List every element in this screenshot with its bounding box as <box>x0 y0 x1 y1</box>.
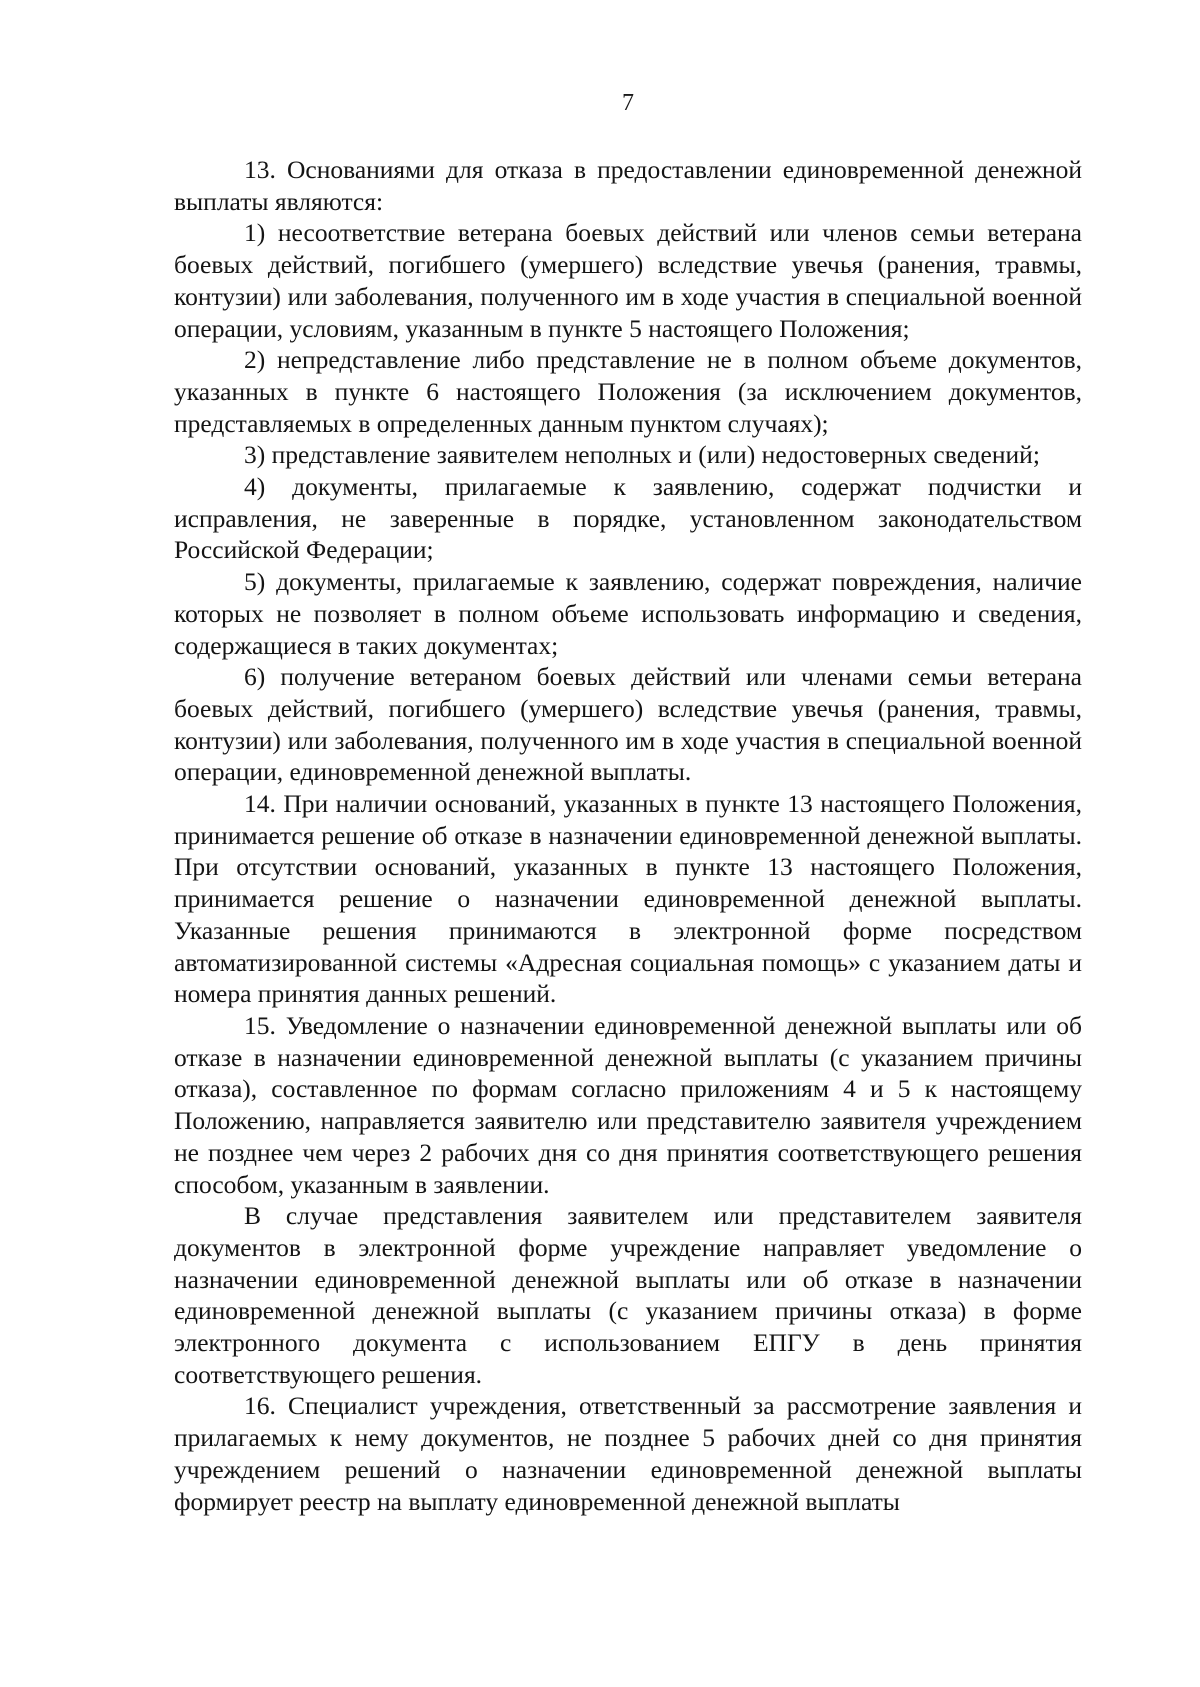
paragraph-13-item-2: 2) непредставление либо представление не в полном объеме документов, указанных в пункте 6 настоящего Положения (за исключением документов, представляемых в определенных данным пунктом случаях); <box>174 345 1082 438</box>
paragraph-13-item-1: 1) несоответствие ветерана боевых действий или членов семьи ветерана боевых действий, погибшего (умершего) вследствие увечья (ранения, травмы, контузии) или заболевания, полученного им в ходе участия в специальной военной операции, условиям, указанным в пункте 5 настоящего Положения; <box>174 218 1082 343</box>
paragraph-15-electronic: В случае представления заявителем или представителем заявителя документов в электронной форме учреждение направляет уведомление о назначении единовременной денежной выплаты или об отказе в назначении единовременной денежной выплаты (с указанием причины отказа) в форме электронного документа с использованием ЕПГУ в день принятия соответствующего решения. <box>174 1201 1082 1389</box>
paragraph-13-item-5: 5) документы, прилагаемые к заявлению, содержат повреждения, наличие которых не позволяет в полном объеме использовать информацию и сведения, содержащиеся в таких документах; <box>174 567 1082 660</box>
paragraph-14: 14. При наличии оснований, указанных в пункте 13 настоящего Положения, принимается решение об отказе в назначении единовременной денежной выплаты. При отсутствии оснований, указанных в пункте 13 настоящего Положения, принимается решение о назначении единовременной денежной выплаты. Указанные решения принимаются в электронной форме посредством автоматизированной системы «Адресная социальная помощь» с указанием даты и номера принятия данных решений. <box>174 789 1082 1009</box>
paragraph-13-item-4: 4) документы, прилагаемые к заявлению, содержат подчистки и исправления, не заверенные в порядке, установленном законодательством Российской Федерации; <box>174 472 1082 565</box>
document-body <box>174 154 1082 1517</box>
paragraph-13: 13. Основаниями для отказа в предоставлении единовременной денежной выплаты являются: <box>174 155 1082 216</box>
paragraph-13-item-6: 6) получение ветераном боевых действий или членами семьи ветерана боевых действий, погибшего (умершего) вследствие увечья (ранения, травмы, контузии) или заболевания, полученного им в ходе участия в специальной военной операции, единовременной денежной выплаты. <box>174 662 1082 787</box>
paragraph-16: 16. Специалист учреждения, ответственный за рассмотрение заявления и прилагаемых к нему документов, не позднее 5 рабочих дней со дня принятия учреждением решений о назначении единовременной денежной выплаты формирует реестр на выплату единовременной денежной выплаты <box>174 1391 1082 1516</box>
paragraph-13-item-3: 3) представление заявителем неполных и (или) недостоверных сведений; <box>244 440 1040 470</box>
page-number: 7 <box>622 90 634 116</box>
paragraph-15: 15. Уведомление о назначении единовременной денежной выплаты или об отказе в назначении единовременной денежной выплаты (с указанием причины отказа), составленное по формам согласно приложениям 4 и 5 к настоящему Положению, направляется заявителю или представителю заявителя учреждением не позднее чем через 2 рабочих дня со дня принятия соответствующего решения способом, указанным в заявлении. <box>174 1010 1082 1199</box>
